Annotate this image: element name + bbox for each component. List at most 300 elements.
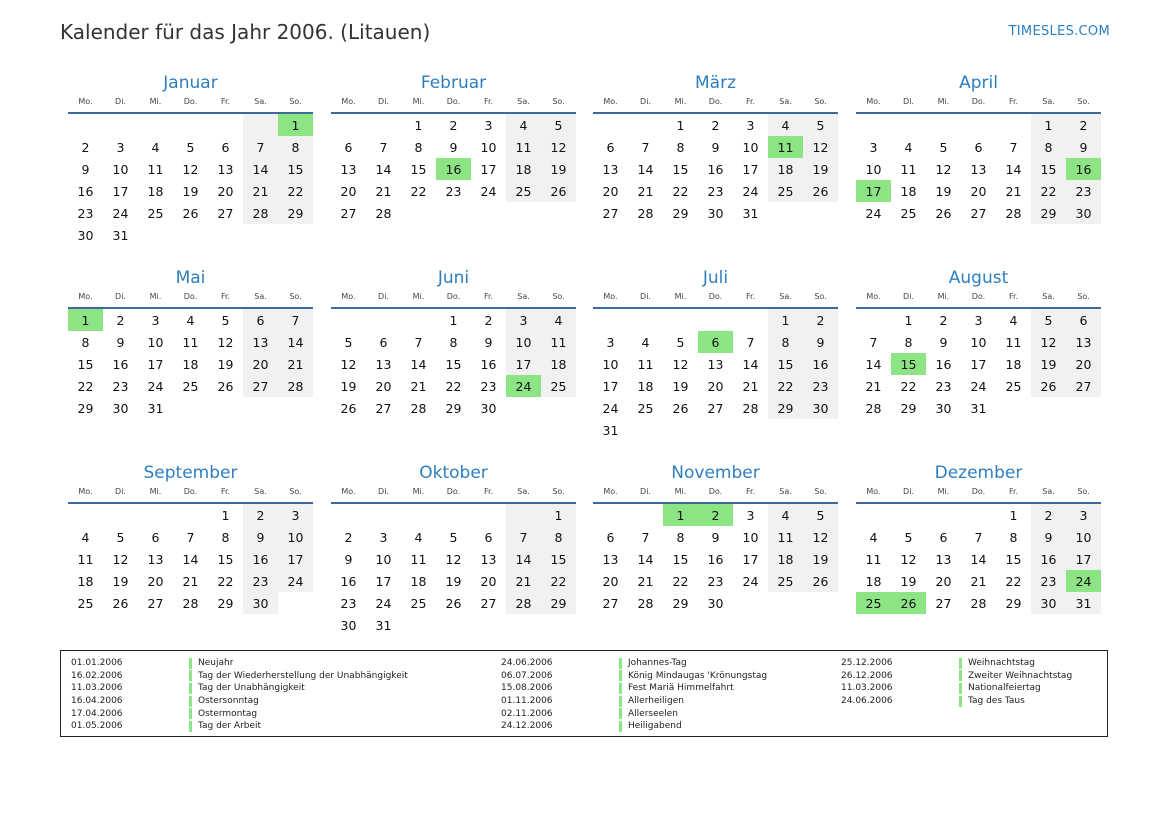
- day-cell[interactable]: 15: [217, 551, 234, 567]
- day-cell[interactable]: 2: [711, 117, 720, 133]
- day-cell[interactable]: 10: [742, 529, 759, 545]
- day-cell[interactable]: 28: [637, 205, 654, 221]
- day-cell[interactable]: 11: [637, 356, 654, 372]
- day-cell[interactable]: 25: [506, 180, 541, 202]
- day-cell[interactable]: 25: [637, 400, 654, 416]
- holiday-cell[interactable]: 11: [768, 136, 803, 158]
- day-cell[interactable]: 29: [1031, 202, 1066, 224]
- day-cell[interactable]: 26: [935, 205, 952, 221]
- day-cell[interactable]: 28: [970, 595, 987, 611]
- day-cell[interactable]: 18: [900, 183, 917, 199]
- day-cell[interactable]: 22: [672, 183, 689, 199]
- day-cell[interactable]: 23: [77, 205, 94, 221]
- day-cell[interactable]: 1: [676, 117, 685, 133]
- day-cell[interactable]: 3: [1066, 504, 1101, 526]
- day-cell[interactable]: 26: [112, 595, 129, 611]
- day-cell[interactable]: 4: [506, 114, 541, 136]
- day-cell[interactable]: 29: [445, 400, 462, 416]
- holiday-cell[interactable]: 6: [698, 331, 733, 353]
- day-cell[interactable]: 7: [506, 526, 541, 548]
- day-cell[interactable]: 10: [506, 331, 541, 353]
- day-cell[interactable]: 4: [904, 139, 913, 155]
- day-cell[interactable]: 10: [375, 551, 392, 567]
- day-cell[interactable]: 22: [1031, 180, 1066, 202]
- day-cell[interactable]: 1: [768, 309, 803, 331]
- day-cell[interactable]: 18: [768, 158, 803, 180]
- day-cell[interactable]: 20: [340, 183, 357, 199]
- day-cell[interactable]: 31: [602, 422, 619, 438]
- day-cell[interactable]: 9: [243, 526, 278, 548]
- day-cell[interactable]: 25: [182, 378, 199, 394]
- day-cell[interactable]: 27: [480, 595, 497, 611]
- day-cell[interactable]: 11: [541, 331, 576, 353]
- day-cell[interactable]: 25: [147, 205, 164, 221]
- day-cell[interactable]: 12: [900, 551, 917, 567]
- holiday-cell[interactable]: 1: [278, 114, 313, 136]
- day-cell[interactable]: 17: [278, 548, 313, 570]
- day-cell[interactable]: 31: [112, 227, 129, 243]
- day-cell[interactable]: 2: [484, 312, 493, 328]
- day-cell[interactable]: 26: [340, 400, 357, 416]
- day-cell[interactable]: 4: [151, 139, 160, 155]
- day-cell[interactable]: 17: [1066, 548, 1101, 570]
- day-cell[interactable]: 10: [278, 526, 313, 548]
- day-cell[interactable]: 14: [182, 551, 199, 567]
- day-cell[interactable]: 8: [676, 529, 685, 545]
- day-cell[interactable]: 15: [541, 548, 576, 570]
- day-cell[interactable]: 5: [939, 139, 948, 155]
- day-cell[interactable]: 6: [151, 529, 160, 545]
- day-cell[interactable]: 25: [768, 570, 803, 592]
- day-cell[interactable]: 23: [707, 183, 724, 199]
- day-cell[interactable]: 31: [970, 400, 987, 416]
- holiday-cell[interactable]: 16: [436, 158, 471, 180]
- day-cell[interactable]: 20: [602, 183, 619, 199]
- day-cell[interactable]: 13: [340, 161, 357, 177]
- day-cell[interactable]: 4: [186, 312, 195, 328]
- day-cell[interactable]: 5: [449, 529, 458, 545]
- day-cell[interactable]: 12: [445, 551, 462, 567]
- day-cell[interactable]: 10: [602, 356, 619, 372]
- day-cell[interactable]: 25: [410, 595, 427, 611]
- holiday-cell[interactable]: 26: [891, 592, 926, 614]
- day-cell[interactable]: 19: [541, 158, 576, 180]
- day-cell[interactable]: 28: [742, 400, 759, 416]
- day-cell[interactable]: 21: [742, 378, 759, 394]
- day-cell[interactable]: 15: [445, 356, 462, 372]
- day-cell[interactable]: 30: [707, 595, 724, 611]
- day-cell[interactable]: 28: [243, 202, 278, 224]
- day-cell[interactable]: 29: [217, 595, 234, 611]
- day-cell[interactable]: 29: [278, 202, 313, 224]
- day-cell[interactable]: 8: [278, 136, 313, 158]
- day-cell[interactable]: 5: [803, 114, 838, 136]
- day-cell[interactable]: 16: [935, 356, 952, 372]
- day-cell[interactable]: 21: [506, 570, 541, 592]
- day-cell[interactable]: 17: [147, 356, 164, 372]
- day-cell[interactable]: 7: [869, 334, 878, 350]
- day-cell[interactable]: 1: [414, 117, 423, 133]
- day-cell[interactable]: 14: [970, 551, 987, 567]
- day-cell[interactable]: 19: [935, 183, 952, 199]
- day-cell[interactable]: 22: [541, 570, 576, 592]
- holiday-cell[interactable]: 17: [856, 180, 891, 202]
- holiday-cell[interactable]: 24: [506, 375, 541, 397]
- day-cell[interactable]: 3: [278, 504, 313, 526]
- day-cell[interactable]: 2: [81, 139, 90, 155]
- day-cell[interactable]: 20: [970, 183, 987, 199]
- day-cell[interactable]: 10: [1066, 526, 1101, 548]
- day-cell[interactable]: 20: [602, 573, 619, 589]
- day-cell[interactable]: 2: [803, 309, 838, 331]
- day-cell[interactable]: 27: [340, 205, 357, 221]
- day-cell[interactable]: 11: [768, 526, 803, 548]
- day-cell[interactable]: 3: [606, 334, 615, 350]
- day-cell[interactable]: 27: [375, 400, 392, 416]
- day-cell[interactable]: 3: [746, 117, 755, 133]
- day-cell[interactable]: 2: [243, 504, 278, 526]
- day-cell[interactable]: 7: [974, 529, 983, 545]
- day-cell[interactable]: 9: [803, 331, 838, 353]
- brand-link[interactable]: TIMESLES.COM: [1008, 24, 1110, 39]
- day-cell[interactable]: 12: [182, 161, 199, 177]
- day-cell[interactable]: 28: [375, 205, 392, 221]
- day-cell[interactable]: 19: [445, 573, 462, 589]
- day-cell[interactable]: 1: [221, 507, 230, 523]
- day-cell[interactable]: 2: [1066, 114, 1101, 136]
- day-cell[interactable]: 10: [742, 139, 759, 155]
- day-cell[interactable]: 14: [278, 331, 313, 353]
- day-cell[interactable]: 22: [768, 375, 803, 397]
- day-cell[interactable]: 26: [1031, 375, 1066, 397]
- day-cell[interactable]: 30: [112, 400, 129, 416]
- day-cell[interactable]: 8: [414, 139, 423, 155]
- day-cell[interactable]: 7: [641, 139, 650, 155]
- day-cell[interactable]: 15: [1005, 551, 1022, 567]
- day-cell[interactable]: 1: [1009, 507, 1018, 523]
- day-cell[interactable]: 30: [340, 617, 357, 633]
- day-cell[interactable]: 10: [970, 334, 987, 350]
- day-cell[interactable]: 12: [340, 356, 357, 372]
- day-cell[interactable]: 18: [541, 353, 576, 375]
- day-cell[interactable]: 20: [935, 573, 952, 589]
- day-cell[interactable]: 8: [1009, 529, 1018, 545]
- day-cell[interactable]: 21: [375, 183, 392, 199]
- day-cell[interactable]: 20: [217, 183, 234, 199]
- day-cell[interactable]: 20: [243, 353, 278, 375]
- day-cell[interactable]: 20: [147, 573, 164, 589]
- day-cell[interactable]: 15: [1031, 158, 1066, 180]
- day-cell[interactable]: 4: [869, 529, 878, 545]
- day-cell[interactable]: 18: [77, 573, 94, 589]
- day-cell[interactable]: 30: [707, 205, 724, 221]
- day-cell[interactable]: 9: [484, 334, 493, 350]
- day-cell[interactable]: 6: [243, 309, 278, 331]
- holiday-cell[interactable]: 1: [68, 309, 103, 331]
- day-cell[interactable]: 13: [970, 161, 987, 177]
- day-cell[interactable]: 11: [77, 551, 94, 567]
- day-cell[interactable]: 23: [243, 570, 278, 592]
- day-cell[interactable]: 21: [182, 573, 199, 589]
- day-cell[interactable]: 19: [112, 573, 129, 589]
- day-cell[interactable]: 28: [410, 400, 427, 416]
- day-cell[interactable]: 6: [606, 139, 615, 155]
- day-cell[interactable]: 7: [641, 529, 650, 545]
- day-cell[interactable]: 17: [112, 183, 129, 199]
- day-cell[interactable]: 28: [1005, 205, 1022, 221]
- day-cell[interactable]: 29: [77, 400, 94, 416]
- day-cell[interactable]: 12: [672, 356, 689, 372]
- day-cell[interactable]: 21: [637, 573, 654, 589]
- day-cell[interactable]: 15: [672, 551, 689, 567]
- day-cell[interactable]: 26: [803, 570, 838, 592]
- day-cell[interactable]: 9: [1066, 136, 1101, 158]
- day-cell[interactable]: 4: [81, 529, 90, 545]
- day-cell[interactable]: 29: [768, 397, 803, 419]
- day-cell[interactable]: 23: [112, 378, 129, 394]
- day-cell[interactable]: 21: [410, 378, 427, 394]
- day-cell[interactable]: 18: [147, 183, 164, 199]
- day-cell[interactable]: 9: [939, 334, 948, 350]
- day-cell[interactable]: 22: [410, 183, 427, 199]
- holiday-cell[interactable]: 15: [891, 353, 926, 375]
- day-cell[interactable]: 18: [182, 356, 199, 372]
- day-cell[interactable]: 2: [344, 529, 353, 545]
- day-cell[interactable]: 27: [970, 205, 987, 221]
- day-cell[interactable]: 12: [541, 136, 576, 158]
- day-cell[interactable]: 7: [379, 139, 388, 155]
- day-cell[interactable]: 14: [742, 356, 759, 372]
- day-cell[interactable]: 28: [865, 400, 882, 416]
- day-cell[interactable]: 22: [77, 378, 94, 394]
- day-cell[interactable]: 16: [707, 551, 724, 567]
- day-cell[interactable]: 24: [970, 378, 987, 394]
- day-cell[interactable]: 5: [541, 114, 576, 136]
- day-cell[interactable]: 5: [1031, 309, 1066, 331]
- day-cell[interactable]: 5: [344, 334, 353, 350]
- day-cell[interactable]: 22: [445, 378, 462, 394]
- day-cell[interactable]: 15: [77, 356, 94, 372]
- day-cell[interactable]: 10: [865, 161, 882, 177]
- day-cell[interactable]: 27: [217, 205, 234, 221]
- day-cell[interactable]: 19: [340, 378, 357, 394]
- day-cell[interactable]: 30: [1031, 592, 1066, 614]
- day-cell[interactable]: 14: [506, 548, 541, 570]
- day-cell[interactable]: 30: [480, 400, 497, 416]
- day-cell[interactable]: 26: [182, 205, 199, 221]
- day-cell[interactable]: 3: [506, 309, 541, 331]
- day-cell[interactable]: 24: [480, 183, 497, 199]
- day-cell[interactable]: 18: [768, 548, 803, 570]
- day-cell[interactable]: 23: [707, 573, 724, 589]
- day-cell[interactable]: 27: [602, 595, 619, 611]
- day-cell[interactable]: 17: [742, 551, 759, 567]
- day-cell[interactable]: 13: [147, 551, 164, 567]
- holiday-cell[interactable]: 2: [698, 504, 733, 526]
- day-cell[interactable]: 13: [217, 161, 234, 177]
- day-cell[interactable]: 7: [243, 136, 278, 158]
- day-cell[interactable]: 24: [742, 573, 759, 589]
- day-cell[interactable]: 22: [217, 573, 234, 589]
- day-cell[interactable]: 6: [974, 139, 983, 155]
- day-cell[interactable]: 10: [480, 139, 497, 155]
- day-cell[interactable]: 4: [641, 334, 650, 350]
- day-cell[interactable]: 5: [904, 529, 913, 545]
- day-cell[interactable]: 24: [147, 378, 164, 394]
- day-cell[interactable]: 17: [602, 378, 619, 394]
- day-cell[interactable]: 27: [935, 595, 952, 611]
- day-cell[interactable]: 27: [602, 205, 619, 221]
- day-cell[interactable]: 7: [414, 334, 423, 350]
- day-cell[interactable]: 31: [147, 400, 164, 416]
- day-cell[interactable]: 21: [278, 353, 313, 375]
- day-cell[interactable]: 11: [182, 334, 199, 350]
- day-cell[interactable]: 20: [375, 378, 392, 394]
- day-cell[interactable]: 19: [1031, 353, 1066, 375]
- day-cell[interactable]: 24: [278, 570, 313, 592]
- day-cell[interactable]: 3: [379, 529, 388, 545]
- day-cell[interactable]: 17: [506, 353, 541, 375]
- day-cell[interactable]: 4: [414, 529, 423, 545]
- holiday-cell[interactable]: 25: [856, 592, 891, 614]
- day-cell[interactable]: 7: [278, 309, 313, 331]
- day-cell[interactable]: 9: [449, 139, 458, 155]
- day-cell[interactable]: 26: [803, 180, 838, 202]
- day-cell[interactable]: 11: [410, 551, 427, 567]
- day-cell[interactable]: 29: [672, 205, 689, 221]
- day-cell[interactable]: 11: [506, 136, 541, 158]
- day-cell[interactable]: 11: [1005, 334, 1022, 350]
- day-cell[interactable]: 5: [186, 139, 195, 155]
- day-cell[interactable]: 13: [243, 331, 278, 353]
- day-cell[interactable]: 3: [116, 139, 125, 155]
- day-cell[interactable]: 30: [803, 397, 838, 419]
- day-cell[interactable]: 3: [151, 312, 160, 328]
- day-cell[interactable]: 23: [445, 183, 462, 199]
- day-cell[interactable]: 12: [803, 526, 838, 548]
- day-cell[interactable]: 8: [81, 334, 90, 350]
- day-cell[interactable]: 29: [541, 592, 576, 614]
- day-cell[interactable]: 19: [217, 356, 234, 372]
- day-cell[interactable]: 1: [1031, 114, 1066, 136]
- day-cell[interactable]: 22: [278, 180, 313, 202]
- day-cell[interactable]: 19: [672, 378, 689, 394]
- day-cell[interactable]: 16: [1031, 548, 1066, 570]
- day-cell[interactable]: 8: [1031, 136, 1066, 158]
- day-cell[interactable]: 28: [278, 375, 313, 397]
- day-cell[interactable]: 11: [147, 161, 164, 177]
- day-cell[interactable]: 14: [243, 158, 278, 180]
- day-cell[interactable]: 6: [939, 529, 948, 545]
- day-cell[interactable]: 17: [375, 573, 392, 589]
- day-cell[interactable]: 19: [803, 548, 838, 570]
- day-cell[interactable]: 21: [970, 573, 987, 589]
- day-cell[interactable]: 24: [112, 205, 129, 221]
- day-cell[interactable]: 6: [379, 334, 388, 350]
- day-cell[interactable]: 10: [112, 161, 129, 177]
- day-cell[interactable]: 4: [768, 504, 803, 526]
- day-cell[interactable]: 28: [637, 595, 654, 611]
- day-cell[interactable]: 15: [672, 161, 689, 177]
- day-cell[interactable]: 30: [243, 592, 278, 614]
- day-cell[interactable]: 14: [375, 161, 392, 177]
- day-cell[interactable]: 15: [410, 161, 427, 177]
- day-cell[interactable]: 16: [480, 356, 497, 372]
- day-cell[interactable]: 12: [217, 334, 234, 350]
- day-cell[interactable]: 11: [900, 161, 917, 177]
- day-cell[interactable]: 19: [900, 573, 917, 589]
- day-cell[interactable]: 27: [147, 595, 164, 611]
- day-cell[interactable]: 3: [746, 507, 755, 523]
- day-cell[interactable]: 26: [217, 378, 234, 394]
- day-cell[interactable]: 25: [541, 375, 576, 397]
- day-cell[interactable]: 4: [1009, 312, 1018, 328]
- day-cell[interactable]: 8: [904, 334, 913, 350]
- day-cell[interactable]: 6: [221, 139, 230, 155]
- day-cell[interactable]: 22: [900, 378, 917, 394]
- day-cell[interactable]: 17: [970, 356, 987, 372]
- day-cell[interactable]: 2: [449, 117, 458, 133]
- day-cell[interactable]: 23: [340, 595, 357, 611]
- day-cell[interactable]: 21: [865, 378, 882, 394]
- day-cell[interactable]: 4: [768, 114, 803, 136]
- day-cell[interactable]: 25: [77, 595, 94, 611]
- day-cell[interactable]: 13: [707, 356, 724, 372]
- day-cell[interactable]: 3: [869, 139, 878, 155]
- day-cell[interactable]: 14: [1005, 161, 1022, 177]
- day-cell[interactable]: 3: [974, 312, 983, 328]
- day-cell[interactable]: 23: [1031, 570, 1066, 592]
- day-cell[interactable]: 22: [672, 573, 689, 589]
- day-cell[interactable]: 12: [112, 551, 129, 567]
- day-cell[interactable]: 5: [676, 334, 685, 350]
- day-cell[interactable]: 28: [182, 595, 199, 611]
- day-cell[interactable]: 1: [449, 312, 458, 328]
- day-cell[interactable]: 24: [602, 400, 619, 416]
- day-cell[interactable]: 23: [803, 375, 838, 397]
- day-cell[interactable]: 15: [768, 353, 803, 375]
- day-cell[interactable]: 14: [865, 356, 882, 372]
- day-cell[interactable]: 19: [803, 158, 838, 180]
- day-cell[interactable]: 31: [375, 617, 392, 633]
- day-cell[interactable]: 24: [742, 183, 759, 199]
- day-cell[interactable]: 9: [1031, 526, 1066, 548]
- day-cell[interactable]: 8: [676, 139, 685, 155]
- holiday-cell[interactable]: 1: [663, 504, 698, 526]
- day-cell[interactable]: 22: [1005, 573, 1022, 589]
- day-cell[interactable]: 19: [182, 183, 199, 199]
- day-cell[interactable]: 9: [711, 529, 720, 545]
- day-cell[interactable]: 16: [803, 353, 838, 375]
- day-cell[interactable]: 1: [904, 312, 913, 328]
- day-cell[interactable]: 12: [803, 136, 838, 158]
- day-cell[interactable]: 6: [344, 139, 353, 155]
- day-cell[interactable]: 8: [221, 529, 230, 545]
- day-cell[interactable]: 5: [221, 312, 230, 328]
- day-cell[interactable]: 7: [746, 334, 755, 350]
- day-cell[interactable]: 13: [480, 551, 497, 567]
- day-cell[interactable]: 27: [707, 400, 724, 416]
- day-cell[interactable]: 29: [900, 400, 917, 416]
- day-cell[interactable]: 2: [939, 312, 948, 328]
- day-cell[interactable]: 18: [637, 378, 654, 394]
- day-cell[interactable]: 9: [711, 139, 720, 155]
- day-cell[interactable]: 23: [935, 378, 952, 394]
- day-cell[interactable]: 14: [637, 161, 654, 177]
- day-cell[interactable]: 25: [768, 180, 803, 202]
- day-cell[interactable]: 6: [484, 529, 493, 545]
- day-cell[interactable]: 27: [1066, 375, 1101, 397]
